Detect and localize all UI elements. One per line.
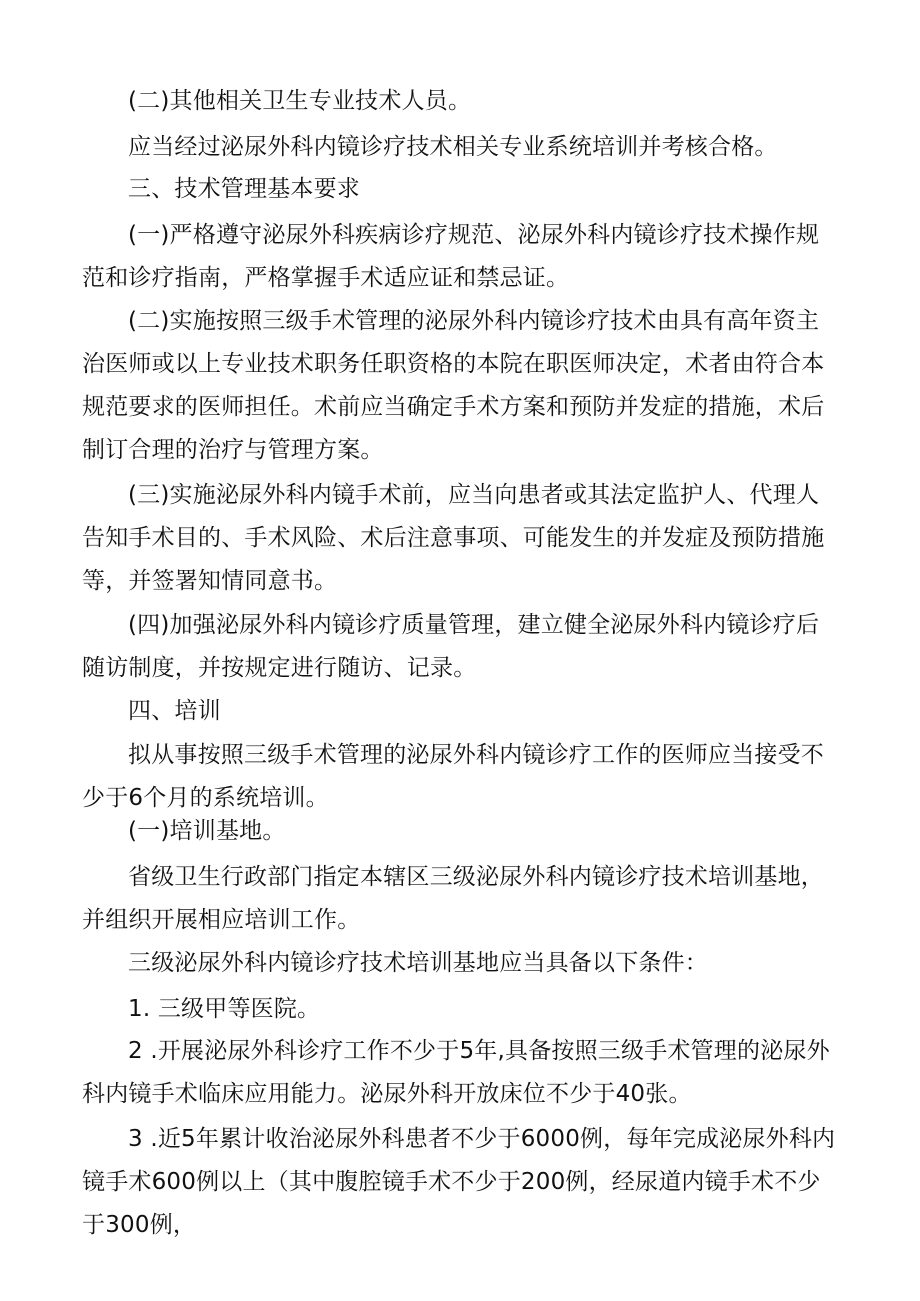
- heading-training-base: (一)培训基地。: [128, 818, 286, 844]
- paragraph-training-intro: 拟从事按照三级手术管理的泌尿外科内镜诊疗工作的医师应当接受不少于6个月的系统培训。: [82, 742, 824, 811]
- paragraph-item-3-2: (二)实施按照三级手术管理的泌尿外科内镜诊疗技术由具有高年资主治医师或以上专业技术职务任职资格的本院在职医师决定，术者由符合本规范要求的医师担任。术前应当确定手术方案和预防并发症的措施，术后制订合理的治疗与管理方案。: [82, 308, 825, 463]
- heading-section-4: 四、培训: [128, 698, 221, 724]
- list-item-2: 2 .开展泌尿外科诊疗工作不少于5年,具备按照三级手术管理的泌尿外科内镜手术临床应用能力。泌尿外科开放床位不少于40张。: [82, 1038, 830, 1107]
- list-item-3: 3 .近5年累计收治泌尿外科患者不少于6000例，每年完成泌尿外科内镜手术600例以上（其中腹腔镜手术不少于200例，经尿道内镜手术不少于300例，: [82, 1126, 836, 1238]
- heading-section-3: 三、技术管理基本要求: [128, 176, 360, 202]
- paragraph-base-conditions: 三级泌尿外科内镜诊疗技术培训基地应当具备以下条件：: [128, 950, 708, 976]
- list-item-1: 1. 三级甲等医院。: [128, 996, 321, 1022]
- paragraph-item-3-3: (三)实施泌尿外科内镜手术前，应当向患者或其法定监护人、代理人告知手术目的、手术风险、术后注意事项、可能发生的并发症及预防措施等，并签署知情同意书。: [82, 482, 825, 594]
- paragraph-training-requirement: 应当经过泌尿外科内镜诊疗技术相关专业系统培训并考核合格。: [128, 134, 778, 160]
- paragraph-other-staff: (二)其他相关卫生专业技术人员。: [128, 88, 472, 114]
- paragraph-training-base: 省级卫生行政部门指定本辖区三级泌尿外科内镜诊疗技术培训基地，并组织开展相应培训工作。: [82, 864, 824, 933]
- paragraph-item-3-4: (四)加强泌尿外科内镜诊疗质量管理，建立健全泌尿外科内镜诊疗后随访制度，并按规定进行随访、记录。: [82, 612, 820, 681]
- paragraph-item-3-1: (一)严格遵守泌尿外科疾病诊疗规范、泌尿外科内镜诊疗技术操作规范和诊疗指南，严格掌握手术适应证和禁忌证。: [82, 222, 820, 291]
